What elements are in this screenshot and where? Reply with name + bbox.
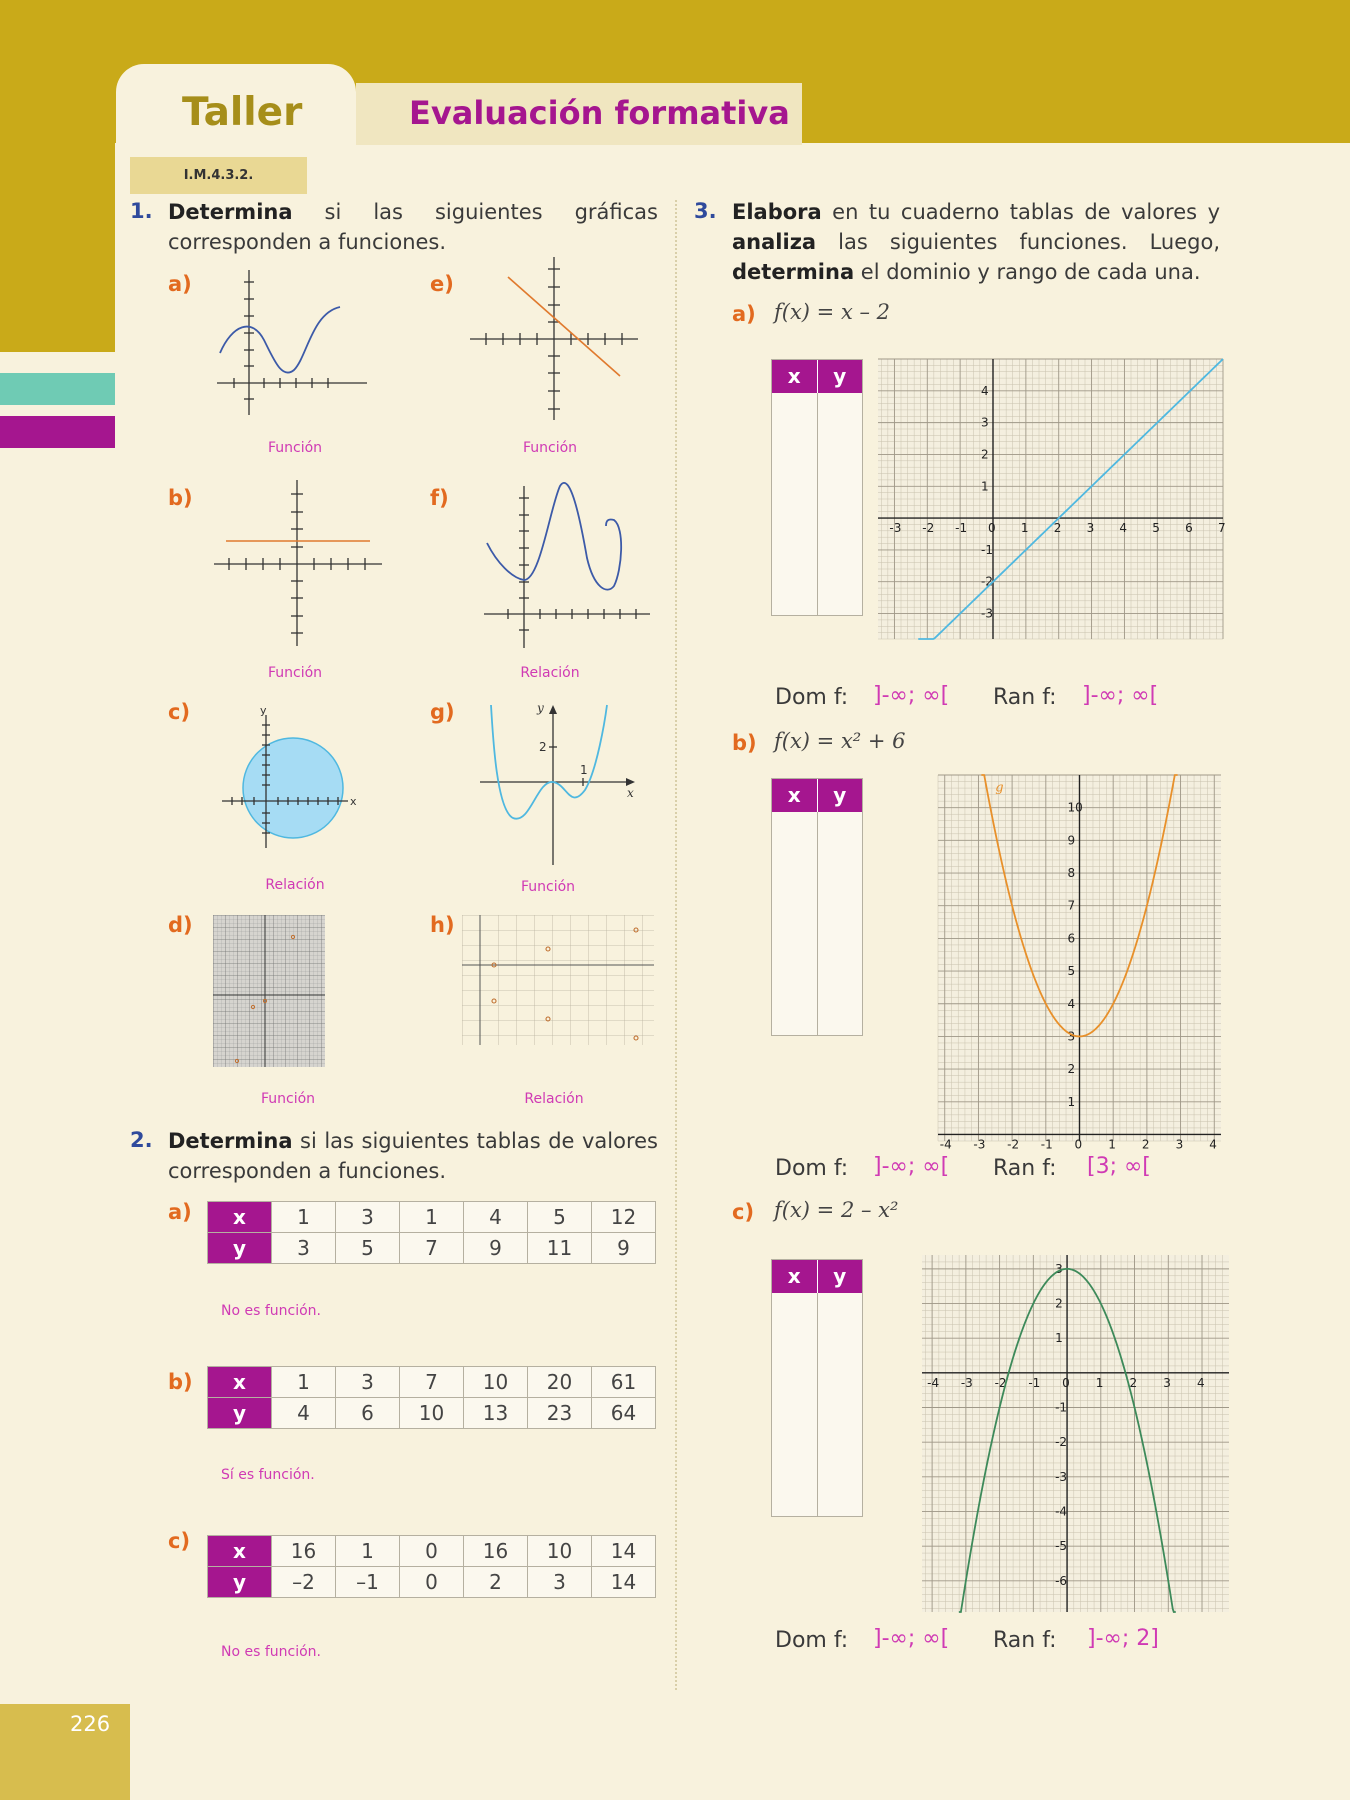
- q2-answer-a: No es función.: [221, 1303, 321, 1319]
- q1-label-d: d): [168, 913, 193, 937]
- x-tick-label: 0: [1062, 1375, 1070, 1390]
- cell: 9: [592, 1233, 656, 1264]
- q1-answer-c: Relación: [265, 877, 325, 893]
- x-tick-label: 5: [1152, 521, 1160, 536]
- cell: 14: [592, 1536, 656, 1567]
- q3-label-c: c): [732, 1200, 755, 1224]
- curve: [487, 483, 621, 590]
- y-header: y: [818, 1260, 863, 1293]
- x-tick-label: 7: [1218, 521, 1226, 536]
- x-tick-label: -2: [922, 521, 935, 536]
- indicator-badge: I.M.4.3.2.: [130, 157, 307, 194]
- q3-chart-c: [922, 1255, 1229, 1612]
- q1-label-e: e): [430, 272, 454, 296]
- x-header: x: [772, 1260, 818, 1293]
- q1-label-g: g): [430, 700, 455, 724]
- q1-label-c: c): [168, 700, 191, 724]
- y-tick-label: -4: [1055, 1504, 1068, 1519]
- q2-label-a: a): [168, 1200, 192, 1224]
- y-tick-label: 2: [1055, 1296, 1063, 1311]
- q3-statement: [732, 197, 1220, 287]
- q3-text-3: el dominio y rango de cada una.: [854, 260, 1201, 284]
- q3-label-b: b): [732, 731, 757, 755]
- x-tick-label: -3: [960, 1375, 973, 1390]
- x-tick-label: -1: [955, 521, 968, 536]
- y-tick-label: -1: [981, 542, 993, 557]
- q2-answer-b: Sí es función.: [221, 1467, 315, 1483]
- cell: 1: [400, 1202, 464, 1233]
- q3-ran-label-b: Ran f:: [993, 1156, 1057, 1181]
- q1-graph-g: [475, 700, 645, 868]
- left-band: [0, 0, 115, 352]
- q1-number: 1.: [130, 199, 153, 223]
- q1-answer-a: Función: [267, 440, 323, 456]
- q3-dom-value-a: ]-∞; ∞[: [873, 683, 950, 708]
- y-tick-label: 10: [1067, 800, 1083, 815]
- y-tick-label: 1: [981, 479, 989, 494]
- y-tick-label: 1: [1055, 1331, 1063, 1346]
- tick-2: 2: [539, 740, 547, 754]
- q3-value-table-a: [771, 359, 863, 616]
- q3-dom-label-b: Dom f:: [775, 1156, 849, 1181]
- cell: 7: [400, 1367, 464, 1398]
- cell: 23: [528, 1398, 592, 1429]
- y-tick-label: -2: [981, 574, 993, 589]
- q3-ran-label-c: Ran f:: [993, 1628, 1057, 1653]
- x-tick-label: -3: [889, 521, 902, 536]
- cell: 5: [528, 1202, 592, 1233]
- y-header: y: [818, 360, 863, 393]
- y-tick-label: 2: [1067, 1062, 1076, 1077]
- y-tick-label: 4: [1067, 996, 1076, 1011]
- cell: 3: [528, 1567, 592, 1598]
- q3-function-a: f(x) = x – 2: [774, 300, 891, 324]
- x-header: x: [772, 360, 818, 393]
- x-tick-label: 1: [1108, 1137, 1116, 1152]
- circle-region: [243, 738, 343, 838]
- curve: [491, 705, 607, 819]
- q2-answer-c: No es función.: [221, 1644, 321, 1660]
- x-tick-label: 1: [1020, 521, 1029, 536]
- x-tick-label: 6: [1185, 521, 1193, 536]
- cell: 4: [272, 1398, 336, 1429]
- q2-verb: Determina: [168, 1129, 293, 1153]
- cell: –1: [336, 1567, 400, 1598]
- evaluacion-title: Evaluación formativa: [356, 83, 802, 145]
- x-header: x: [208, 1367, 272, 1398]
- q1-graph-a: [212, 265, 372, 420]
- q2-table-a: [207, 1201, 656, 1264]
- cell: 9: [464, 1233, 528, 1264]
- q1-graph-f: [482, 478, 652, 650]
- x-tick-label: -1: [1028, 1375, 1041, 1390]
- q1-graph-e: [468, 255, 643, 425]
- y-tick-label: 2: [981, 447, 989, 462]
- x-header: x: [208, 1202, 272, 1233]
- cell: 6: [336, 1398, 400, 1429]
- q1-text: si las siguientes gráficas corresponden a funciones.: [168, 200, 658, 254]
- x-tick-label: 0: [1074, 1137, 1083, 1152]
- q3-ran-label-a: Ran f:: [993, 685, 1057, 710]
- y-tick-label: -2: [1055, 1435, 1068, 1450]
- x-tick-label: -3: [973, 1137, 986, 1152]
- q3-function-b: f(x) = x² + 6: [774, 729, 906, 753]
- q3-value-table-c: [771, 1259, 863, 1517]
- y-tick-label: 1: [1067, 1094, 1076, 1109]
- x-tick-label: -2: [1007, 1137, 1020, 1152]
- q1-label-h: h): [430, 913, 455, 937]
- cell: 10: [528, 1536, 592, 1567]
- q3-dom-value-b: ]-∞; ∞[: [873, 1154, 950, 1179]
- y-tick-label: 9: [1067, 833, 1076, 848]
- x-tick-label: -4: [939, 1137, 952, 1152]
- y-tick-label: -1: [1055, 1400, 1068, 1415]
- q1-label-b: b): [168, 486, 193, 510]
- tick-1: 1: [580, 763, 588, 777]
- cell: 10: [464, 1367, 528, 1398]
- cell: 16: [272, 1536, 336, 1567]
- y-tick-label: -3: [981, 606, 993, 621]
- q1-answer-e: Función: [522, 440, 578, 456]
- x-header: x: [208, 1536, 272, 1567]
- cell: 12: [592, 1202, 656, 1233]
- q2-table-c: [207, 1535, 656, 1598]
- cell: 3: [336, 1367, 400, 1398]
- q3-dom-value-c: ]-∞; ∞[: [873, 1626, 950, 1651]
- q1-answer-g: Función: [520, 879, 576, 895]
- q1-graph-h: [462, 915, 654, 1045]
- cell: 64: [592, 1398, 656, 1429]
- cell: 1: [272, 1202, 336, 1233]
- cell: 1: [336, 1536, 400, 1567]
- cell: 0: [400, 1567, 464, 1598]
- q3-number: 3.: [694, 199, 717, 223]
- cell: 3: [336, 1202, 400, 1233]
- y-label: y: [537, 701, 544, 715]
- q3-ran-value-b: [3; ∞[: [1087, 1154, 1151, 1179]
- y-label: y: [260, 704, 267, 717]
- q2-label-b: b): [168, 1370, 193, 1394]
- x-tick-label: 1: [1095, 1375, 1104, 1390]
- x-tick-label: 3: [1175, 1137, 1184, 1152]
- cell: 11: [528, 1233, 592, 1264]
- cell: 4: [464, 1202, 528, 1233]
- cell: 14: [592, 1567, 656, 1598]
- q1-statement: [168, 197, 658, 257]
- cell: 61: [592, 1367, 656, 1398]
- q1-answer-h: Relación: [524, 1091, 584, 1107]
- x-label: x: [350, 795, 357, 808]
- x-tick-label: 2: [1053, 521, 1062, 536]
- cell: 0: [400, 1536, 464, 1567]
- q3-function-c: f(x) = 2 – x²: [774, 1198, 899, 1222]
- q1-verb: Determina: [168, 200, 293, 224]
- y-tick-label: -3: [1055, 1469, 1068, 1484]
- cell: 7: [400, 1233, 464, 1264]
- x-tick-label: -1: [1040, 1137, 1053, 1152]
- q3-verb-analiza: analiza: [732, 230, 817, 254]
- x-tick-label: 4: [1119, 521, 1128, 536]
- x-tick-label: 0: [988, 521, 996, 536]
- y-tick-label: -6: [1055, 1573, 1068, 1588]
- q2-statement: [168, 1126, 658, 1186]
- curve-label: g: [995, 780, 1004, 796]
- curve: [220, 307, 340, 373]
- y-tick-label: 6: [1067, 931, 1076, 946]
- q1-label-f: f): [430, 486, 449, 510]
- x-tick-label: 2: [1141, 1137, 1150, 1152]
- y-tick-label: -5: [1055, 1539, 1068, 1554]
- q1-graph-d: [213, 915, 325, 1067]
- cell: 13: [464, 1398, 528, 1429]
- cell: 1: [272, 1367, 336, 1398]
- cell: 2: [464, 1567, 528, 1598]
- cell: –2: [272, 1567, 336, 1598]
- q3-chart-b: [938, 775, 1221, 1152]
- y-tick-label: 8: [1067, 866, 1076, 881]
- cell: 20: [528, 1367, 592, 1398]
- y-tick-label: 4: [981, 383, 989, 398]
- q2-number: 2.: [130, 1128, 153, 1152]
- x-label: x: [627, 786, 634, 800]
- x-tick-label: 4: [1197, 1375, 1205, 1390]
- cell: 3: [272, 1233, 336, 1264]
- x-tick-label: 3: [1163, 1375, 1171, 1390]
- page-number-box: [0, 1704, 130, 1800]
- q1-answer-d: Función: [260, 1091, 316, 1107]
- teal-marker: [0, 373, 115, 405]
- q1-answer-b: Función: [267, 665, 323, 681]
- cell: 16: [464, 1536, 528, 1567]
- q3-ran-value-a: ]-∞; ∞[: [1082, 683, 1159, 708]
- magenta-marker: [0, 416, 115, 448]
- taller-tab: Taller: [116, 64, 356, 154]
- y-tick-label: 5: [1067, 964, 1076, 979]
- x-tick-label: 2: [1129, 1375, 1138, 1390]
- page-number: 226: [70, 1712, 111, 1736]
- q3-verb-elabora: Elabora: [732, 200, 822, 224]
- q1-graph-b: [212, 478, 387, 650]
- q3-dom-label-a: Dom f:: [775, 685, 849, 710]
- q2-label-c: c): [168, 1529, 191, 1553]
- column-divider: [675, 200, 677, 1690]
- line: [508, 277, 620, 376]
- y-tick-label: 3: [1067, 1029, 1076, 1044]
- q2-text: si las siguientes tablas de valores corresponden a funciones.: [168, 1129, 658, 1183]
- y-header: y: [208, 1233, 272, 1264]
- y-tick-label: 7: [1067, 898, 1076, 913]
- q1-answer-f: Relación: [520, 665, 580, 681]
- x-tick-label: -2: [994, 1375, 1007, 1390]
- q1-graph-c: [218, 700, 363, 850]
- q3-label-a: a): [732, 302, 756, 326]
- q3-value-table-b: [771, 778, 863, 1036]
- q3-chart-a: [878, 359, 1226, 639]
- q2-table-b: [207, 1366, 656, 1429]
- cell: 10: [400, 1398, 464, 1429]
- q1-label-a: a): [168, 272, 192, 296]
- x-tick-label: -4: [927, 1375, 940, 1390]
- q3-dom-label-c: Dom f:: [775, 1628, 849, 1653]
- cell: 5: [336, 1233, 400, 1264]
- x-header: x: [772, 779, 818, 812]
- x-tick-label: 4: [1209, 1137, 1217, 1152]
- x-tick-label: 3: [1086, 521, 1095, 536]
- y-header: y: [208, 1567, 272, 1598]
- q3-ran-value-c: ]-∞; 2]: [1087, 1626, 1159, 1651]
- y-header: y: [208, 1398, 272, 1429]
- q3-verb-determina: determina: [732, 260, 855, 284]
- y-header: y: [818, 779, 863, 812]
- y-tick-label: 3: [1055, 1261, 1063, 1276]
- q3-text-2: las siguientes funciones. Luego,: [816, 230, 1220, 254]
- q3-text-1: en tu cuaderno tablas de valores y: [821, 200, 1220, 224]
- y-tick-label: 3: [981, 415, 989, 430]
